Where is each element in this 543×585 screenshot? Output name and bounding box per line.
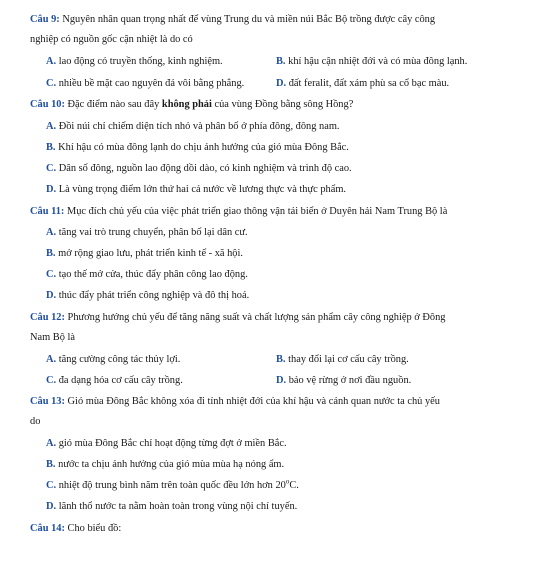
option-text: thay đổi lại cơ cấu cây trồng. [288,354,409,365]
option-text: lao động có truyền thống, kinh nghiệm. [58,56,223,67]
option-letter: D. [46,501,57,512]
option-letter: A. [46,227,57,238]
option-a [46,227,248,239]
option-c [46,375,183,387]
question-text: Nguyên nhân quan trọng nhất để vùng Trung du và miền núi Bắc Bộ trồng được cây công [62,14,436,25]
option-text: gió mùa Đông Bắc chỉ hoạt động từng đợt ở miền Bắc. [58,438,287,449]
question-text: Đặc điểm nào sau đây [67,99,160,110]
question-text: của vùng Đồng bằng sông Hồng? [214,99,354,110]
question-number: Câu 9: [30,14,60,25]
question-text: Mục đích chủ yếu của việc phát triển giao thông vận tải biển ở Duyên hải Nam Trung Bộ là [66,206,448,217]
option-c [46,477,299,492]
option-text: tăng vai trò trung chuyển, phân bố lại dân cư. [58,227,248,238]
question-text: Phương hướng chủ yếu để tăng năng suất và chất lượng sản phẩm cây công nghiệp ở Đông [67,312,446,323]
question-number: Câu 10: [30,99,65,110]
option-text: Khí hậu có mùa đông lạnh do chịu ảnh hưởng của gió mùa Đông Bắc. [58,142,349,153]
option-d [276,78,449,90]
option-letter: B. [46,459,56,470]
option-b [46,459,284,471]
option-c [46,269,248,281]
option-letter: B. [46,142,56,153]
option-text: bảo vệ rừng ở nơi đầu nguồn. [288,375,412,386]
option-text: nhiệt độ trung bình năm trên toàn quốc đều lớn hơn 20 [58,480,286,491]
option-text: Đồi núi chỉ chiếm diện tích nhỏ và phân bố ở phía đông, đông nam. [58,121,340,132]
option-text: lãnh thổ nước ta nằm hoàn toàn trong vùng nội chí tuyến. [58,501,298,512]
question-9-stem-cont [30,34,193,46]
question-text: nghiệp có nguồn gốc cận nhiệt là do có [30,34,193,45]
option-text: tăng cường công tác thủy lợi. [58,354,181,365]
option-letter: C. [46,375,57,386]
option-letter: A. [46,56,57,67]
option-letter: D. [46,290,57,301]
question-9-stem [30,14,435,26]
option-letter: C. [46,269,57,280]
option-text: nhiều bề mặt cao nguyên đá vôi bằng phẳng. [58,78,245,89]
option-b [46,142,349,154]
option-d [276,375,411,387]
option-text: mở rộng giao lưu, phát triển kinh tế - xã hội. [58,248,243,259]
question-13-stem [30,396,440,408]
option-b [46,248,243,260]
option-d [46,501,297,513]
question-14-stem [30,523,121,535]
question-12-stem-cont [30,332,75,344]
question-12-stem [30,312,445,324]
option-letter: B. [276,56,286,67]
option-letter: D. [276,78,287,89]
option-text: tạo thế mở cửa, thúc đẩy phân công lao động. [58,269,248,280]
question-text: Gió mùa Đông Bắc không xóa đi tính nhiệt đới của khí hậu và cảnh quan nước ta chủ yếu [67,396,440,407]
question-11-stem [30,206,447,218]
option-letter: C. [46,480,57,491]
option-c [46,78,244,90]
question-emphasis: không phải [161,99,212,110]
option-c [46,163,352,175]
option-b [276,354,409,366]
option-a [46,56,223,68]
option-text: Là vùng trọng điểm lớn thứ hai cả nước về lương thực và thực phẩm. [58,184,347,195]
option-letter: A. [46,121,57,132]
option-letter: B. [46,248,56,259]
option-a [46,121,340,133]
question-number: Câu 13: [30,396,65,407]
option-text: Dân số đông, nguồn lao động dồi dào, có kinh nghiệm và trình độ cao. [58,163,352,174]
option-b [276,56,467,68]
degree-superscript: o [285,477,290,486]
question-text: do [30,416,41,427]
option-text: khí hậu cận nhiệt đới và có mùa đông lạnh. [288,56,468,67]
question-number: Câu 14: [30,523,65,534]
question-number: Câu 11: [30,206,65,217]
option-d [46,184,346,196]
option-a [46,438,287,450]
question-13-stem-cont [30,416,40,428]
question-text: Cho biểu đồ: [67,523,122,534]
option-text: nước ta chịu ảnh hưởng của gió mùa mùa hạ nóng ẩm. [58,459,285,470]
option-letter: C. [46,78,57,89]
option-letter: D. [46,184,57,195]
option-text: C. [289,480,299,491]
option-letter: B. [276,354,286,365]
question-text: Nam Bộ là [30,332,76,343]
option-letter: A. [46,354,57,365]
option-text: đa dạng hóa cơ cấu cây trồng. [58,375,183,386]
question-10-stem [30,99,353,111]
option-text: đất feralit, đất xám phù sa cổ bạc màu. [288,78,450,89]
option-a [46,354,180,366]
option-d [46,290,249,302]
question-number: Câu 12: [30,312,65,323]
option-text: thúc đẩy phát triển công nghiệp và đô thị hoá. [58,290,250,301]
option-letter: C. [46,163,57,174]
option-letter: D. [276,375,287,386]
option-letter: A. [46,438,57,449]
